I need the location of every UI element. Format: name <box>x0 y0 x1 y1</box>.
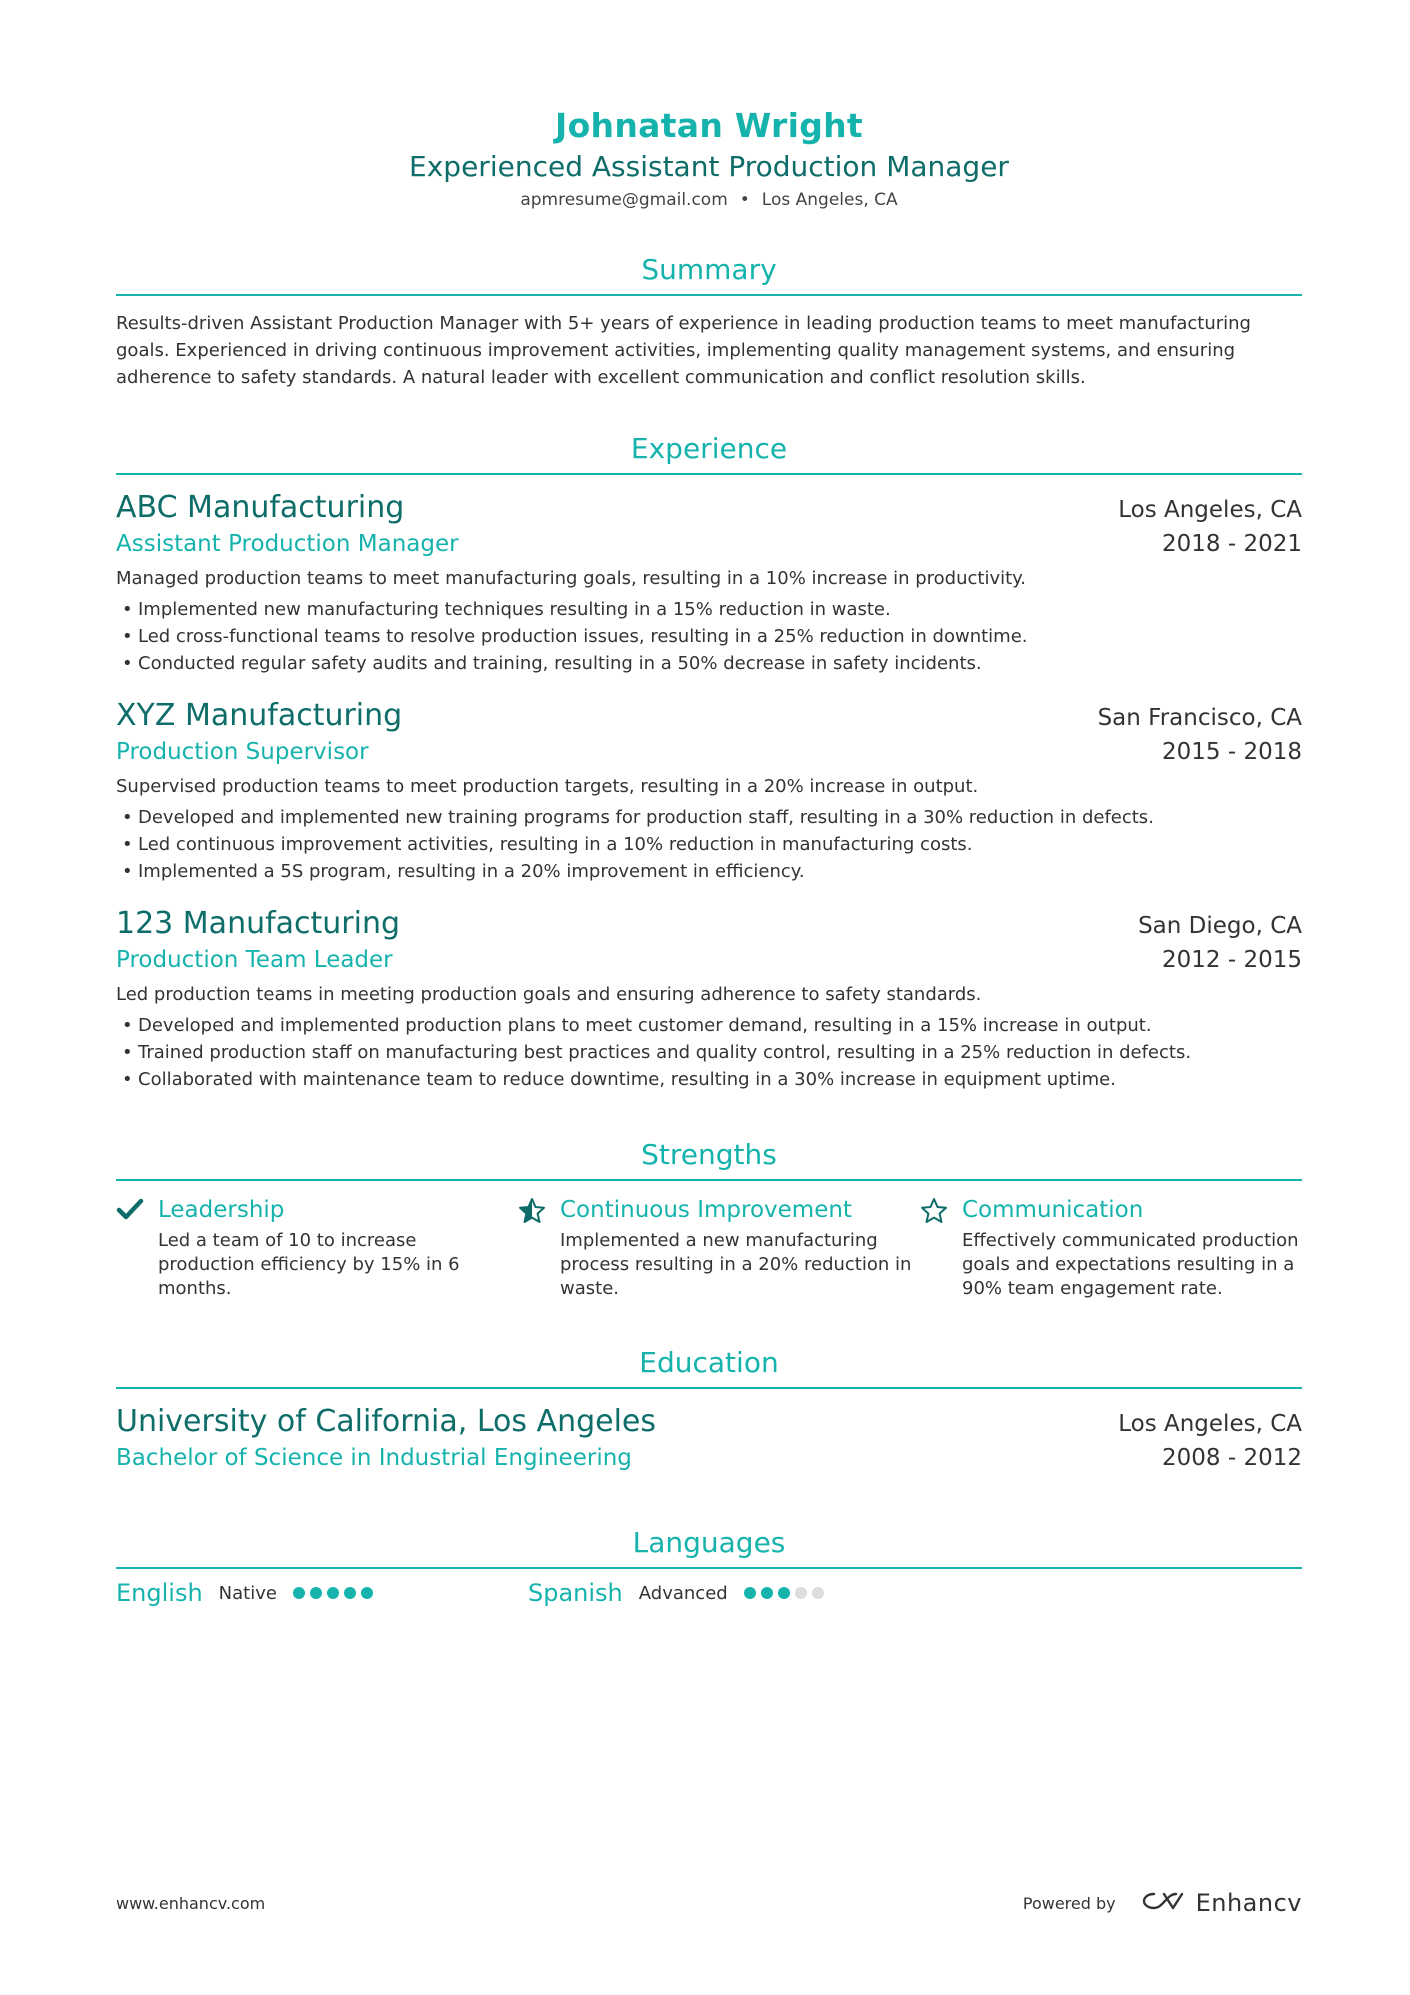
bullet-item: • Developed and implemented new training programs for production staff, resulting in a 30% reduction in defects. <box>116 804 1302 831</box>
language-level: Native <box>218 1582 277 1604</box>
bullet-item: • Implemented a 5S program, resulting in a 20% improvement in efficiency. <box>116 858 1302 885</box>
rating-dot-filled <box>361 1587 373 1599</box>
rating-dot-empty <box>812 1587 824 1599</box>
job-description: Managed production teams to meet manufacturing goals, resulting in a 10% increase in productivity. <box>116 568 1026 589</box>
job-entry <box>116 489 1302 677</box>
job-bullets <box>116 596 1302 677</box>
strength-item <box>116 1195 518 1301</box>
job-entry <box>116 697 1302 885</box>
language-name: Spanish <box>528 1579 623 1607</box>
location: Los Angeles, CA <box>761 190 898 210</box>
job-position: Production Team Leader <box>116 947 393 973</box>
bullet-item: • Conducted regular safety audits and training, resulting in a 50% decrease in safety incidents. <box>116 650 1302 677</box>
language-item <box>528 1579 940 1607</box>
summary-text: Results-driven Assistant Production Manager with 5+ years of experience in leading production teams to meet manufacturing goals. Experienced in driving continuous improvement activities, implementing quality management systems, and ensuring adherence to safety standards. A natural leader with excellent communication and conflict resolution skills. <box>116 313 1251 388</box>
languages-list <box>116 1579 1302 1607</box>
half-star-icon <box>518 1195 560 1301</box>
job-dates: 2012 - 2015 <box>1162 947 1302 973</box>
experience-section <box>116 431 1302 1093</box>
brand-name[interactable]: Enhancv <box>1195 1889 1302 1917</box>
powered-by-footer <box>1023 1888 1302 1918</box>
strengths-section <box>116 1137 1302 1301</box>
strength-title: Continuous Improvement <box>560 1197 852 1223</box>
rating-dot-filled <box>293 1587 305 1599</box>
resume-page <box>116 0 1302 1995</box>
bullet-item: • Developed and implemented production plans to meet customer demand, resulting in a 15% increase in output. <box>116 1012 1302 1039</box>
education-dates: 2008 - 2012 <box>1162 1445 1302 1471</box>
job-description: Led production teams in meeting production goals and ensuring adherence to safety standards. <box>116 984 982 1005</box>
rating-dot-filled <box>744 1587 756 1599</box>
strength-title: Communication <box>962 1197 1144 1223</box>
school-name: University of California, Los Angeles <box>116 1404 657 1439</box>
education-entry <box>116 1403 1302 1473</box>
languages-section <box>116 1525 1302 1607</box>
rating-dot-filled <box>778 1587 790 1599</box>
candidate-name: Johnatan Wright <box>554 106 864 145</box>
rating-dot-filled <box>310 1587 322 1599</box>
rating-dot-filled <box>327 1587 339 1599</box>
bullet-item: • Trained production staff on manufacturing best practices and quality control, resulting in a 25% reduction in defects. <box>116 1039 1302 1066</box>
bullet-item: • Implemented new manufacturing techniques resulting in a 15% reduction in waste. <box>116 596 1302 623</box>
job-location: San Francisco, CA <box>1097 705 1302 731</box>
language-name: English <box>116 1579 203 1607</box>
school-location: Los Angeles, CA <box>1118 1411 1302 1437</box>
company-name: ABC Manufacturing <box>116 490 405 525</box>
star-outline-icon <box>920 1195 962 1301</box>
summary-section <box>116 252 1302 391</box>
strength-item <box>518 1195 920 1301</box>
section-title-experience: Experience <box>116 431 1302 475</box>
checkmark-icon <box>116 1195 158 1301</box>
resume-header <box>116 0 1302 212</box>
candidate-title: Experienced Assistant Production Manager <box>409 150 1009 183</box>
email[interactable]: apmresume@gmail.com <box>520 190 728 210</box>
job-position: Production Supervisor <box>116 739 369 765</box>
company-name: 123 Manufacturing <box>116 906 401 941</box>
job-dates: 2018 - 2021 <box>1162 531 1302 557</box>
rating-dot-filled <box>344 1587 356 1599</box>
education-section <box>116 1345 1302 1473</box>
section-title-education: Education <box>116 1345 1302 1389</box>
job-description: Supervised production teams to meet production targets, resulting in a 20% increase in output. <box>116 776 979 797</box>
rating-dot-empty <box>795 1587 807 1599</box>
language-level: Advanced <box>638 1582 728 1604</box>
section-title-strengths: Strengths <box>116 1137 1302 1181</box>
contact-line <box>116 188 1302 212</box>
company-name: XYZ Manufacturing <box>116 698 403 733</box>
job-position: Assistant Production Manager <box>116 531 459 557</box>
strength-description: Implemented a new manufacturing process resulting in a 20% reduction in waste. <box>560 1230 912 1299</box>
strength-item <box>920 1195 1322 1301</box>
section-title-summary: Summary <box>116 252 1302 296</box>
strength-title: Leadership <box>158 1197 285 1223</box>
website-link[interactable]: www.enhancv.com <box>116 1894 266 1913</box>
job-location: Los Angeles, CA <box>1118 497 1302 523</box>
job-location: San Diego, CA <box>1138 913 1302 939</box>
job-bullets <box>116 804 1302 885</box>
language-item <box>116 1579 528 1607</box>
enhancv-logo-icon <box>1140 1888 1186 1918</box>
language-rating <box>293 1587 378 1599</box>
language-rating <box>744 1587 829 1599</box>
rating-dot-filled <box>761 1587 773 1599</box>
strength-description: Led a team of 10 to increase production efficiency by 15% in 6 months. <box>158 1230 460 1299</box>
section-title-languages: Languages <box>116 1525 1302 1569</box>
bullet-item: • Led cross-functional teams to resolve production issues, resulting in a 25% reduction in downtime. <box>116 623 1302 650</box>
powered-by-text: Powered by <box>1022 1893 1116 1913</box>
strengths-grid <box>116 1195 1302 1301</box>
separator-dot: • <box>739 190 750 210</box>
strength-description: Effectively communicated production goals and expectations resulting in a 90% team engagement rate. <box>962 1230 1299 1299</box>
bullet-item: • Led continuous improvement activities, resulting in a 10% reduction in manufacturing costs. <box>116 831 1302 858</box>
job-entry <box>116 905 1302 1093</box>
job-bullets <box>116 1012 1302 1093</box>
job-dates: 2015 - 2018 <box>1162 739 1302 765</box>
degree: Bachelor of Science in Industrial Engineering <box>116 1445 632 1471</box>
bullet-item: • Collaborated with maintenance team to reduce downtime, resulting in a 30% increase in equipment uptime. <box>116 1066 1302 1093</box>
